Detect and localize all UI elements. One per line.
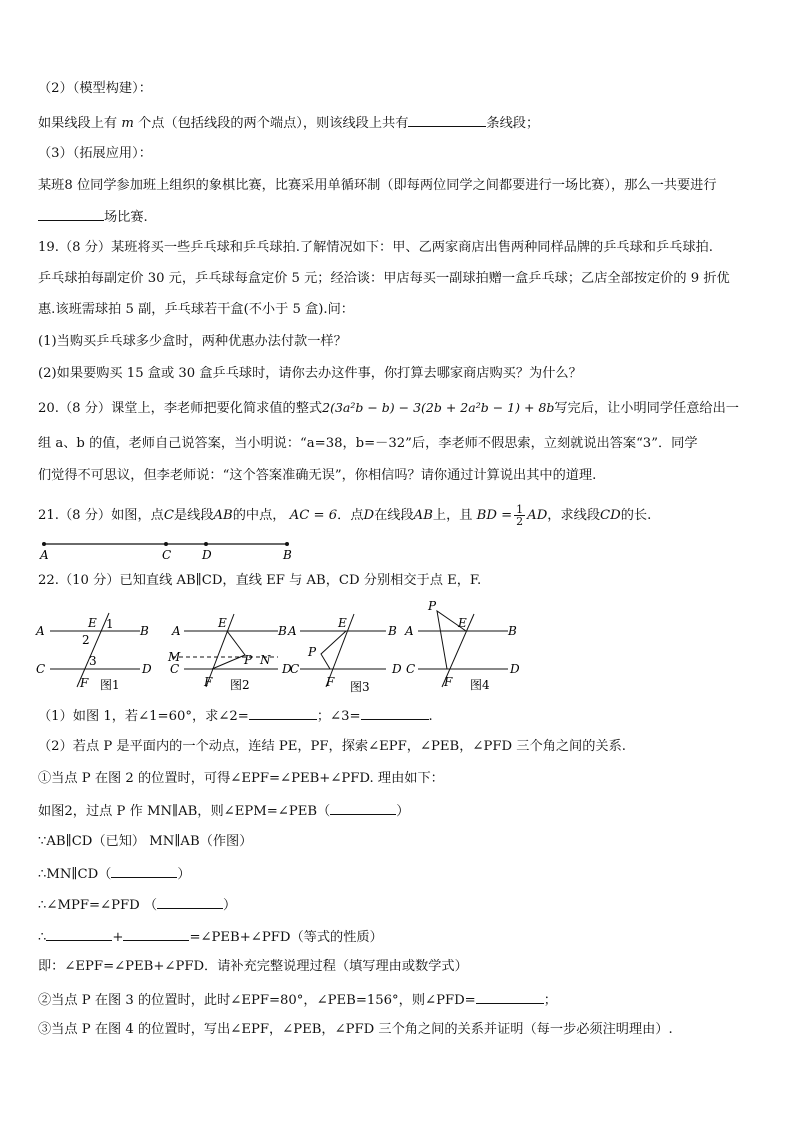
svg-text:3: 3 <box>89 654 97 668</box>
fig-caption: 图2 <box>230 678 250 692</box>
text: 的长. <box>620 508 652 523</box>
svg-text:D: D <box>392 662 402 676</box>
svg-text:P: P <box>428 599 437 613</box>
part2-question <box>38 113 539 133</box>
var-m: m <box>121 116 134 131</box>
fig22-1 <box>35 613 152 692</box>
part3-heading: （3）（拓展应用）： <box>38 146 152 161</box>
text: 上，且 <box>432 508 473 523</box>
part2-heading: （2）（模型构建）： <box>38 81 152 96</box>
q22-step4 <box>38 864 191 884</box>
q22-p1 <box>38 706 433 726</box>
q22-step3: ∵AB∥CD（已知） MN∥AB（作图） <box>38 834 253 849</box>
answer-blank[interactable] <box>330 801 396 815</box>
svg-text:D: D <box>142 662 152 676</box>
text: 20.（8 分）课堂上，李老师把要化简求值的整式 <box>38 401 323 416</box>
text: （1）如图 1，若∠1=60°，求∠2= <box>38 709 249 724</box>
fig-caption: 图1 <box>100 678 120 692</box>
part3-question-cont <box>38 207 148 227</box>
svg-text:A: A <box>405 624 414 638</box>
answer-blank[interactable] <box>123 927 189 941</box>
answer-blank[interactable] <box>38 207 104 221</box>
answer-blank[interactable] <box>46 927 112 941</box>
text: 如果线段上有 <box>38 116 118 131</box>
text: + <box>112 930 124 945</box>
q22-p2: （2）若点 P 是平面内的一个动点，连结 PE，PF，探索∠EPF，∠PEB，∠PFD 三个角之间的关系. <box>38 739 626 754</box>
q19-line2: 乒乓球拍每副定价 30 元，乒乓球每盒定价 5 元；经洽谈：甲店每买一副球拍赠一盒乒乓球；乙店全部按定价的 9 折优 <box>38 271 730 286</box>
q22-step7: 即：∠EPF=∠PEB+∠PFD．请补充完整说理过程（填写理由或数学式） <box>38 959 468 974</box>
svg-text:P: P <box>244 653 253 667</box>
expression: AC = 6 <box>289 508 338 523</box>
q21-line: 21.（8 分）如图，点C是线段AB的中点， AC = 6．点D在线段AB上，且 BD = $\frac{1}{2}$ AD，求线段CD的长. <box>38 503 652 528</box>
svg-text:P: P <box>308 645 317 659</box>
svg-text:F: F <box>326 675 335 689</box>
svg-text:B: B <box>140 624 149 638</box>
q22-step2 <box>38 801 409 821</box>
q22-step1: ①当点 P 在图 2 的位置时，可得∠EPF=∠PEB+∠PFD. 理由如下： <box>38 771 444 786</box>
q19-line1: 19.（8 分）某班将买一些乒乓球和乒乓球拍.了解情况如下：甲、乙两家商店出售两种同样品牌的乒乓球和乒乓球拍. <box>38 240 713 255</box>
q20-line2: 组 a、b 的值，老师自己说答案，当小明说：“a=38，b=－32”后，李老师不假思索，立刻就说出答案“3”．同学 <box>38 436 698 451</box>
svg-text:A: A <box>288 624 297 638</box>
text: ） <box>396 804 410 819</box>
svg-text:B: B <box>388 624 397 638</box>
fig-caption: 图4 <box>470 678 490 692</box>
answer-blank[interactable] <box>476 990 544 1004</box>
text: ；∠3= <box>316 709 361 724</box>
svg-text:C: C <box>170 662 180 676</box>
svg-text:D: D <box>282 662 292 676</box>
svg-text:E: E <box>218 616 227 630</box>
fig22-3 <box>287 614 402 694</box>
text: 个点（包括线段的两个端点），则该线段上共有 <box>138 116 409 131</box>
svg-text:N: N <box>260 653 271 667</box>
svg-text:B: B <box>508 624 517 638</box>
text: ，求线段 <box>547 508 601 523</box>
fig-caption: 图3 <box>350 680 370 694</box>
svg-text:C: C <box>290 662 300 676</box>
fig21-label: A <box>40 548 49 562</box>
answer-blank[interactable] <box>249 706 317 720</box>
text: ∴ <box>38 930 47 945</box>
q20-line3: 们觉得不可思议，但李老师说：“这个答案准确无误”，你相信吗？请你通过计算说出其中的道理. <box>38 468 597 483</box>
svg-text:D: D <box>510 662 520 676</box>
text: ∴MN∥CD（ <box>38 867 112 882</box>
fig22-4 <box>404 599 520 692</box>
q22-step9: ③当点 P 在图 4 的位置时，写出∠EPF，∠PEB，∠PFD 三个角之间的关系并证明（每一步必须注明理由）. <box>38 1022 673 1037</box>
figure-21 <box>30 536 310 564</box>
text: 是线段 <box>173 508 214 523</box>
svg-text:C: C <box>406 662 416 676</box>
fig21-label: B <box>283 548 292 562</box>
answer-blank[interactable] <box>361 706 429 720</box>
expression: BD = <box>476 508 513 523</box>
text: . <box>428 709 433 724</box>
fraction-half: $\frac{1}{2}$ <box>516 503 524 528</box>
svg-text:E: E <box>88 616 97 630</box>
q22-step6 <box>38 927 383 947</box>
expression: 2(3a²b − b) − 3(2b + 2a²b − 1) + 8b <box>322 400 555 415</box>
answer-blank[interactable] <box>111 864 177 878</box>
svg-text:2: 2 <box>82 633 90 647</box>
svg-text:A: A <box>36 624 45 638</box>
q19-sub1: (1)当购买乒乓球多少盒时，两种优惠办法付款一样？ <box>38 334 347 349</box>
q19-sub2: (2)如果要购买 15 盒或 30 盒乒乓球时，请你去办这件事，你打算去哪家商店购买？为什么？ <box>38 366 582 381</box>
text: 条线段； <box>486 116 540 131</box>
expression: AD <box>527 508 548 523</box>
q19-line3: 惠.该班需球拍 5 副，乒乓球若干盒(不小于 5 盒).问： <box>38 302 354 317</box>
text: 的中点， <box>232 508 286 523</box>
text: =∠PEB+∠PFD（等式的性质） <box>189 930 383 945</box>
text: ） <box>223 898 237 913</box>
text: 写完后，让小明同学任意给出一 <box>554 401 739 416</box>
svg-text:E: E <box>458 616 467 630</box>
svg-text:F: F <box>204 675 213 689</box>
fig22-2 <box>167 614 292 692</box>
svg-text:F: F <box>444 675 453 689</box>
svg-text:E: E <box>338 616 347 630</box>
part3-question: 某班8 位同学参加班上组织的象棋比赛，比赛采用单循环制（即每两位同学之间都要进行一场比赛），那么一共要进行 <box>38 178 717 193</box>
q20-line1 <box>38 399 739 418</box>
fig21-label: C <box>162 548 172 562</box>
text: 如图2，过点 P 作 MN∥AB，则∠EPM=∠PEB（ <box>38 804 331 819</box>
answer-blank[interactable] <box>408 113 486 127</box>
q22-step5 <box>38 895 236 915</box>
svg-text:1: 1 <box>106 617 114 631</box>
svg-text:M: M <box>168 650 181 664</box>
text: ②当点 P 在图 3 的位置时，此时∠EPF=80°，∠PEB=156°，则∠PFD= <box>38 993 476 1008</box>
text: 场比赛. <box>104 210 148 225</box>
text: ） <box>177 867 191 882</box>
figure-22 <box>34 598 534 698</box>
answer-blank[interactable] <box>157 895 223 909</box>
q22-line: 22.（10 分）已知直线 AB∥CD，直线 EF 与 AB，CD 分别相交于点 E，F. <box>38 573 482 588</box>
svg-text:A: A <box>172 624 181 638</box>
svg-text:F: F <box>80 676 89 690</box>
text: 21.（8 分）如图，点 <box>38 508 164 523</box>
text: 在线段 <box>374 508 414 523</box>
svg-text:C: C <box>36 662 46 676</box>
text: ； <box>543 993 557 1008</box>
text: ∴∠MPF=∠PFD （ <box>38 898 158 913</box>
text: ．点 <box>337 508 364 523</box>
q22-step8 <box>38 990 557 1010</box>
fig21-label: D <box>202 548 212 562</box>
svg-text:B: B <box>278 624 287 638</box>
